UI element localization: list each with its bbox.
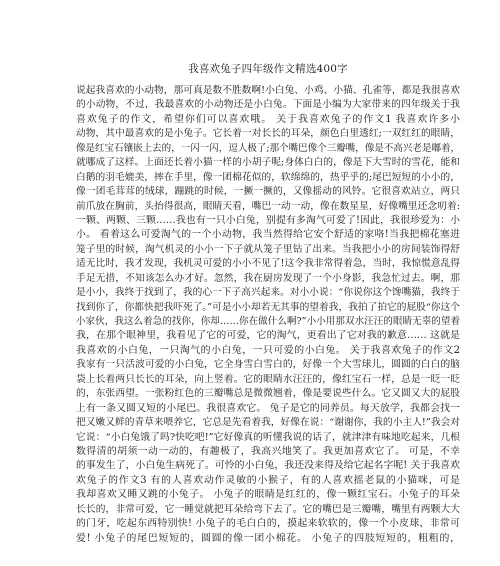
body-line: 的，东张西望。一张粉红色的三瓣嘴总是微微翘着，像是要说些什么。它又圆又大的屁股: [76, 388, 460, 400]
body-line: 爱! 小兔子的尾巴短短的，圆圆的像一团小棉花。 小兔子的四肢短短的，粗粗的，: [76, 532, 460, 544]
body-line: 长长的，非常可爱，它一睡觉就把耳朵给弯下去了。它的嘴巴是三瓣嘴，嘴里有两颗大大: [76, 503, 460, 515]
body-line: 前爪放在胸前，头抬得很高，眼睛天看，嘴巴一动一动，像在数星星，好像嘴里还念叨着:: [76, 200, 460, 212]
body-line: 找到你了，你都快把我吓死了。”可是小小却若无其事的望着我，我拍了拍它的屁股“你这个: [76, 301, 460, 313]
body-line: 我家有一只活波可爱的小白兔，它全身雪白雪白的，好像一个大雪球儿，圆圆的白白的脑: [76, 359, 460, 371]
body-line: 小家伙，我这么着急的找你，你却……你在做什么啊?”小小用那双水汪汪的眼睛无辜的望着: [76, 316, 460, 327]
body-line: 笼子里的时候，淘气机灵的小小一下子就从笼子里钻了出来。当我把小小的房间装饰得舒: [76, 243, 460, 255]
body-line: 袋上长着两只长长的耳朵，向上竖着。它的眼睛水汪汪的，像红宝石一样，总是一眨一眨: [76, 373, 460, 385]
body-line: 把又嫩又鲜的青草来喂养它，它总是先看着我，好像在说：“谢谢你，我的小主人!”我会对: [76, 417, 460, 429]
body-line: 手足无措，不知该怎么办才好。忽然，我在厨房发现了一个小身影，我急忙过去。啊，那: [76, 272, 460, 284]
body-line: 的门牙，吃起东西特别快! 小兔子的毛白白的，摸起来软软的，像一个小皮球，非常可: [76, 518, 460, 530]
body-line: 上有一条又圆又短的小尾巴。我很喜欢它。 兔子是它的同养员。每天放学，我都会找一: [76, 402, 460, 414]
body-line: 白鹅的羽毛媲美，摔在手里，像一团棉花似的，软绵绵的，热乎乎的;尾巴短短的小小的，: [76, 171, 460, 183]
document-title: 我喜欢兔子四年级作文精选400字: [188, 63, 348, 75]
body-line: 的事发生了，小白兔生病死了。可怜的小白兔，我还没来得及给它起名字呢! 关于我喜欢: [76, 460, 460, 472]
body-line: 我却喜欢又睡又跳的小兔子。 小兔子的眼睛是红红的，像一颗红宝石。小兔子的耳朵: [76, 489, 460, 501]
body-line: 一颗、两颗、三颗……我也有一只小白兔，别提有多淘气可爱了!因此，我很珍爱为：小: [76, 214, 460, 226]
document-body: [76, 84, 460, 546]
body-line: 的小动物，不过，我最喜欢的小动物还是小白兔。下面是小编为大家带来的四年级关于我: [76, 99, 460, 111]
body-line: 数得清的胡须一动一动的，有趣极了，我高兴地笑了。我更加喜欢它了。 可是，不幸: [76, 445, 460, 457]
body-line: 喜欢兔子的作文，希望你们可以喜欢哦。 关于我喜欢兔子的作文1 我喜欢许多小: [76, 113, 460, 125]
body-line: 像是红宝石镶嵌上去的，一闪一闪，逗人极了;那个嘴巴像个三瓣嘴，像是不高兴老是嘟着，: [76, 142, 460, 154]
body-line: 它说：“小白兔饿了吗?快吃吧!”它好像真的听懂我说的话了，就津津有味地吃起来，几根: [76, 431, 460, 443]
body-line: 我，在那个眼神里，我看见了它的可爱，它的淘气，更看出了它对我的歉意…… 这就是: [76, 330, 460, 342]
body-line: 动物，其中最喜欢的是小兔子。它长着一对长长的耳朵，颜色白里透红;一双红红的眼睛，: [76, 128, 460, 140]
body-line: 欢兔子的作文3 有的人喜欢动作灵敏的小猴子，有的人喜欢摇老鼠的小猫咪，可是: [76, 474, 460, 486]
body-line: 是小小，我终于找到了，我的心一下子高兴起来。对小小说：“你说你这个馋嘴猫，我终于: [76, 287, 460, 299]
body-line: 像一团毛茸茸的绒球，蹦跳的时候，一撅一撅的，又像摇动的风铃。它很喜欢站立，两只: [76, 186, 460, 198]
body-line: 我喜欢的小白兔，一只淘气的小白兔，一只可爱的小白兔。 关于我喜欢兔子的作文2: [76, 344, 460, 356]
body-line: 适无比时，我才发现，我机灵可爱的小小不见了!这令我非常得着急，当时，我惊慌意乱得: [76, 258, 460, 270]
body-line: 小。 看着这么可爱淘气的一个小动物，我当然得给它安个舒适的家咯!当我把棉花塞进: [76, 229, 460, 241]
body-line: 就哪成了这样。上面还长着小猫一样的小胡子呢;身体白白的，像是下大雪时的雪花，能和: [76, 157, 460, 169]
body-line: 说起我喜欢的小动物，那可真是数不胜数啊!小白兔、小鸡、小猫、孔雀等，都是我很喜欢: [76, 85, 460, 96]
